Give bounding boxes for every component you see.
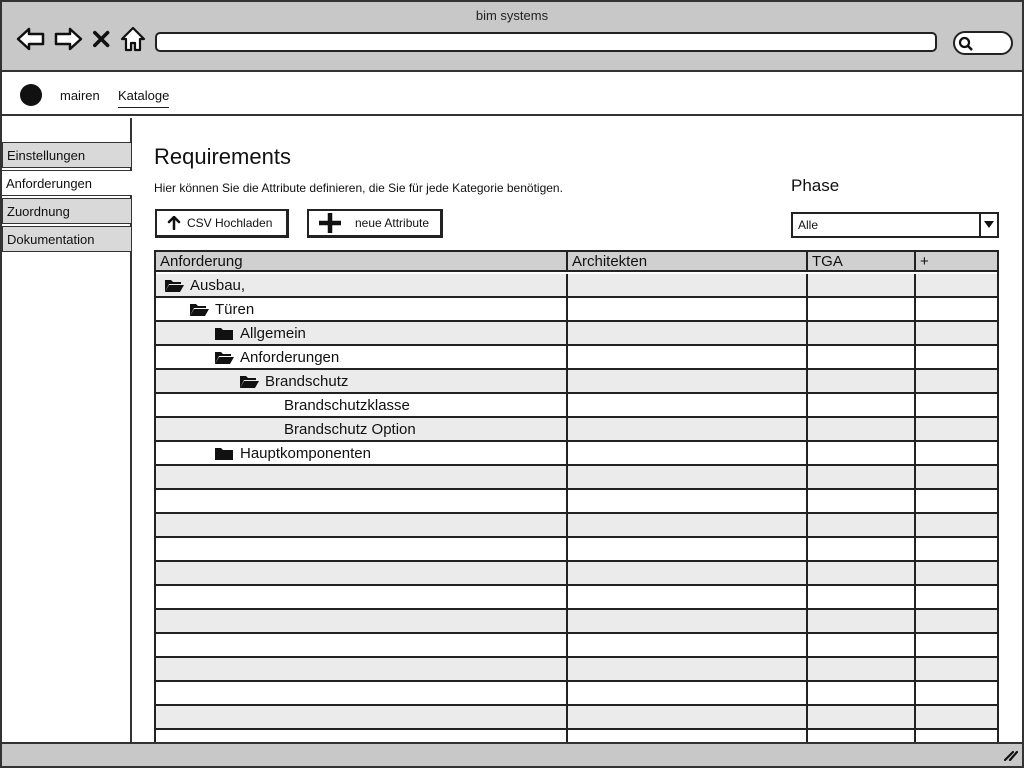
tree-node[interactable] — [239, 373, 348, 390]
folder-icon[interactable] — [214, 327, 234, 341]
table-row[interactable] — [156, 442, 997, 466]
column-divider — [914, 730, 916, 742]
table-row[interactable] — [156, 418, 997, 442]
column-divider — [806, 418, 808, 440]
column-divider — [914, 538, 916, 560]
page-title: Requirements — [154, 144, 291, 169]
column-divider — [806, 346, 808, 368]
column-divider — [566, 706, 568, 728]
close-icon[interactable] — [90, 24, 114, 54]
page-description: Hier können Sie die Attribute definieren, die Sie für jede Kategorie benötigen. — [154, 181, 563, 195]
new-attribute-button[interactable] — [307, 209, 443, 238]
table-row[interactable] — [156, 322, 997, 346]
app-topnav — [2, 74, 1022, 116]
column-divider — [914, 274, 916, 296]
folder-open-icon[interactable] — [214, 351, 234, 365]
home-icon[interactable] — [118, 24, 146, 54]
column-divider — [806, 682, 808, 704]
user-name[interactable]: mairen — [60, 88, 100, 103]
tree-node[interactable] — [284, 421, 416, 438]
column-divider — [566, 346, 568, 368]
table-row[interactable] — [156, 514, 997, 538]
column-divider — [806, 562, 808, 584]
table-row[interactable] — [156, 394, 997, 418]
column-divider — [566, 442, 568, 464]
table-header — [156, 252, 997, 272]
column-divider — [566, 466, 568, 488]
table-row[interactable] — [156, 466, 997, 490]
column-divider — [566, 490, 568, 512]
header-anforderung[interactable]: Anforderung — [156, 252, 568, 272]
column-divider — [914, 682, 916, 704]
column-divider — [566, 682, 568, 704]
table-row[interactable] — [156, 610, 997, 634]
address-bar[interactable] — [155, 32, 937, 52]
csv-upload-label: CSV Hochladen — [187, 216, 273, 230]
column-divider — [806, 586, 808, 608]
sidebar-item-dokumentation[interactable]: Dokumentation — [2, 226, 132, 252]
table-row[interactable] — [156, 682, 997, 706]
tree-node[interactable] — [214, 349, 339, 366]
column-divider — [806, 610, 808, 632]
table-row[interactable] — [156, 658, 997, 682]
column-divider — [806, 706, 808, 728]
tree-node-label: Ausbau, — [190, 277, 246, 294]
column-divider — [806, 274, 808, 296]
table-row[interactable] — [156, 634, 997, 658]
column-divider — [914, 634, 916, 656]
add-column-button[interactable]: + — [920, 253, 929, 270]
avatar[interactable] — [20, 84, 42, 106]
search-icon — [958, 36, 974, 52]
phase-select-value: Alle — [798, 218, 819, 232]
column-divider — [914, 514, 916, 536]
table-row[interactable] — [156, 586, 997, 610]
column-divider — [566, 562, 568, 584]
csv-upload-button[interactable] — [155, 209, 289, 238]
table-row[interactable] — [156, 370, 997, 394]
column-divider — [806, 658, 808, 680]
folder-open-icon[interactable] — [239, 375, 259, 389]
sidebar — [2, 118, 132, 742]
column-divider — [914, 658, 916, 680]
header-tga[interactable]: TGA — [808, 252, 916, 272]
column-divider — [914, 322, 916, 344]
column-divider — [806, 394, 808, 416]
column-divider — [914, 442, 916, 464]
nav-link-kataloge[interactable]: Kataloge — [118, 88, 169, 108]
table-row[interactable] — [156, 706, 997, 730]
column-divider — [566, 730, 568, 742]
column-divider — [914, 610, 916, 632]
tree-node-label: Türen — [215, 301, 255, 318]
column-divider — [566, 538, 568, 560]
column-divider — [566, 322, 568, 344]
column-divider — [806, 466, 808, 488]
phase-label: Phase — [791, 176, 840, 195]
column-divider — [566, 658, 568, 680]
column-divider — [806, 730, 808, 742]
column-divider — [566, 634, 568, 656]
browser-chrome — [2, 2, 1022, 72]
tree-node[interactable] — [284, 397, 410, 414]
column-divider — [806, 634, 808, 656]
resize-grip-icon[interactable] — [1004, 749, 1018, 761]
tree-node-label: Hauptkomponenten — [240, 445, 371, 462]
tree-node-label: Brandschutz — [265, 373, 349, 390]
plus-icon — [319, 213, 341, 233]
window-title: bim systems — [475, 8, 549, 23]
tree-node-label: Brandschutzklasse — [284, 397, 410, 414]
table-row[interactable] — [156, 274, 997, 298]
column-divider — [806, 370, 808, 392]
column-divider — [566, 418, 568, 440]
new-attribute-label: neue Attribute — [355, 216, 430, 230]
column-divider — [566, 394, 568, 416]
column-divider — [566, 370, 568, 392]
column-divider — [806, 490, 808, 512]
column-divider — [566, 586, 568, 608]
tree-node-label: Anforderungen — [240, 349, 340, 366]
sidebar-item-einstellungen[interactable]: Einstellungen — [2, 142, 132, 168]
column-divider — [914, 490, 916, 512]
column-divider — [806, 322, 808, 344]
column-divider — [914, 394, 916, 416]
column-divider — [914, 370, 916, 392]
column-divider — [914, 562, 916, 584]
tree-node-label: Brandschutz Option — [284, 421, 416, 438]
requirements-table — [154, 250, 999, 742]
folder-open-icon[interactable] — [164, 279, 184, 293]
column-divider — [914, 706, 916, 728]
sidebar-item-anforderungen[interactable]: Anforderungen — [2, 170, 132, 196]
table-row[interactable] — [156, 538, 997, 562]
table-row[interactable] — [156, 346, 997, 370]
forward-icon[interactable] — [53, 24, 83, 54]
tree-node-label: Allgemein — [240, 325, 306, 342]
column-divider — [806, 514, 808, 536]
tree-node[interactable] — [214, 325, 306, 342]
table-row[interactable] — [156, 730, 997, 742]
table-row[interactable] — [156, 490, 997, 514]
column-divider — [566, 514, 568, 536]
column-divider — [566, 610, 568, 632]
column-divider — [806, 538, 808, 560]
folder-open-icon[interactable] — [189, 303, 209, 317]
phase-select[interactable] — [791, 212, 999, 238]
header-architekten[interactable]: Architekten — [568, 252, 808, 272]
column-divider — [566, 298, 568, 320]
search-field[interactable] — [953, 31, 1013, 55]
column-divider — [914, 418, 916, 440]
column-divider — [566, 274, 568, 296]
column-divider — [914, 298, 916, 320]
tree-node[interactable] — [214, 445, 371, 462]
tree-node[interactable] — [189, 301, 254, 318]
chevron-down-icon — [984, 221, 994, 229]
dropdown-arrow[interactable] — [979, 214, 997, 236]
back-icon[interactable] — [16, 24, 46, 54]
main-content — [134, 118, 1022, 742]
folder-icon[interactable] — [214, 447, 234, 461]
tree-node[interactable] — [164, 277, 245, 294]
table-row[interactable] — [156, 298, 997, 322]
column-divider — [806, 298, 808, 320]
column-divider — [914, 346, 916, 368]
sidebar-item-zuordnung[interactable]: Zuordnung — [2, 198, 132, 224]
column-divider — [914, 586, 916, 608]
column-divider — [914, 466, 916, 488]
column-divider — [806, 442, 808, 464]
arrow-up-icon — [167, 216, 181, 230]
status-bar — [2, 742, 1022, 766]
table-row[interactable] — [156, 562, 997, 586]
